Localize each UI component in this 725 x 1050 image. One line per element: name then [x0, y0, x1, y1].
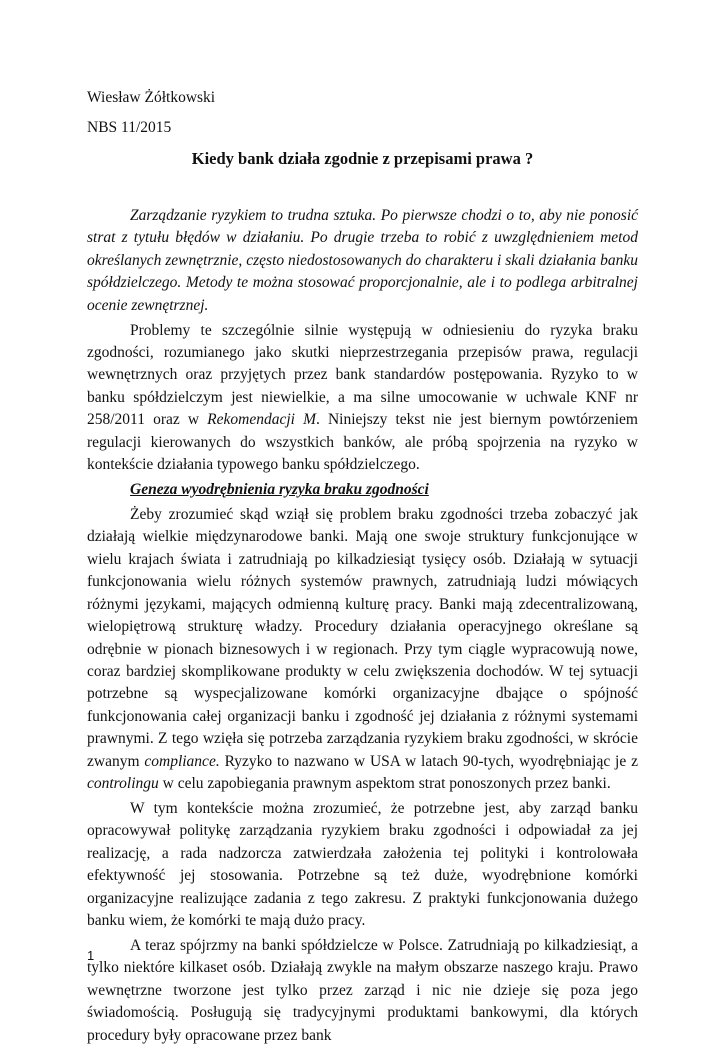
- paragraph-2-text-b: Ryzyko to nazwano w USA w latach 90-tych, wyodrębniając je z: [219, 752, 638, 770]
- paragraph-4: A teraz spójrzmy na banki spółdzielcze w Polsce. Zatrudniają po kilkadziesiąt, a tylko niektóre kilkaset osób. Działają zwykle na małym obszarze naszego kraju. Prawo wewnętrzne tworzone jest tylko przez zarząd i nic nie dzieje się poza jego świadomością. Posługują się tradycyjnymi produktami bankowymi, dla których procedury były opracowane przez bank: [87, 936, 638, 1044]
- paragraph-2: [87, 504, 638, 795]
- document-title: Kiedy bank działa zgodnie z przepisami prawa ?: [191, 149, 534, 168]
- author-name: Wiesław Żółtkowski: [87, 89, 216, 106]
- section-heading: Geneza wyodrębnienia ryzyka braku zgodności: [130, 481, 429, 499]
- article-body: [87, 205, 638, 1050]
- paragraph-2-text-a: Żeby zrozumieć skąd wziął się problem braku zgodności trzeba zobaczyć jak działają wielkie międzynarodowe banki. Mają one swoje struktury funkcjonujące w wielu krajach świata i zatrudniają po kilkadziesiąt tysięcy osób. Działają w sytuacji funkcjonowania wielu różnych systemów prawnych, zatrudniają ludzi mówiących różnymi językami, mających odmienną kulturę pracy. Banki mają zdecentralizowaną, wielopiętrową strukturę władzy. Procedury działania operacyjnego określane są odrębnie w pionach biznesowych i w regionach. Przy tym ciągle wypracowują nowe, coraz bardziej skomplikowane produkty w celu zwiększenia dochodów. W tej sytuacji potrzebne są wyspecjalizowane komórki organizacyjne dbające o spójność funkcjonowania całej organizacji banku i zgodność jej działania z różnymi systemami prawnymi. Z tego wzięła się potrzeba zarządzania ryzykiem braku zgodności, w skrócie zwanym: [87, 506, 638, 770]
- paragraph-1-emphasis: Rekomendacji M: [207, 411, 316, 429]
- paragraph-1: [87, 320, 638, 477]
- paragraph-2-text-c: w celu zapobiegania prawnym aspektom strat ponoszonych przez banki.: [158, 774, 611, 792]
- page-number: 1: [87, 948, 95, 963]
- paragraph-1-text-a: Problemy te szczególnie silnie występują w odniesieniu do ryzyka braku zgodności, rozumianego jako skutki nieprzestrzegania przepisów prawa, regulacji wewnętrznych oraz przyjętych przez bank standardów postępowania. Ryzyko to w banku spółdzielczym jest niewielkie, a ma silne umocowanie w uchwale KNF nr 258/2011 oraz w: [87, 321, 638, 429]
- paragraph-1-text-b: . Niniejszy tekst nie jest biernym powtórzeniem regulacji kierowanych do wszystkich banków, ale próbą spojrzenia na ryzyko w kontekście działania typowego banku spółdzielczego.: [87, 411, 638, 474]
- publication-reference: NBS 11/2015: [87, 119, 172, 136]
- paragraph-2-emphasis-controlingu: controlingu: [87, 774, 159, 792]
- lead-paragraph: Zarządzanie ryzykiem to trudna sztuka. Po pierwsze chodzi o to, aby nie ponosić strat z tytułu błędów w działaniu. Po drugie trzeba to robić z uwzględnieniem metod określanych zewnętrznie, często niedostosowanych do charakteru i skali działania banku spółdzielczego. Metody te można stosować proporcjonalnie, ale i to podlega arbitralnej ocenie zewnętrznej.: [87, 207, 638, 314]
- paragraph-3: W tym kontekście można zrozumieć, że potrzebne jest, aby zarząd banku opracowywał politykę zarządzania ryzykiem braku zgodności i odpowiadał za jej realizację, a rada nadzorcza zatwierdzała założenia tej polityki i kontrolowała efektywność jej stosowania. Potrzebne są też duże, wyodrębnione komórki organizacyjne realizujące zadania z tego zakresu. Z praktyki funkcjonowania dużego banku wiem, że komórki te mają dużo pracy.: [87, 799, 638, 929]
- paragraph-2-emphasis-compliance: compliance.: [144, 752, 220, 770]
